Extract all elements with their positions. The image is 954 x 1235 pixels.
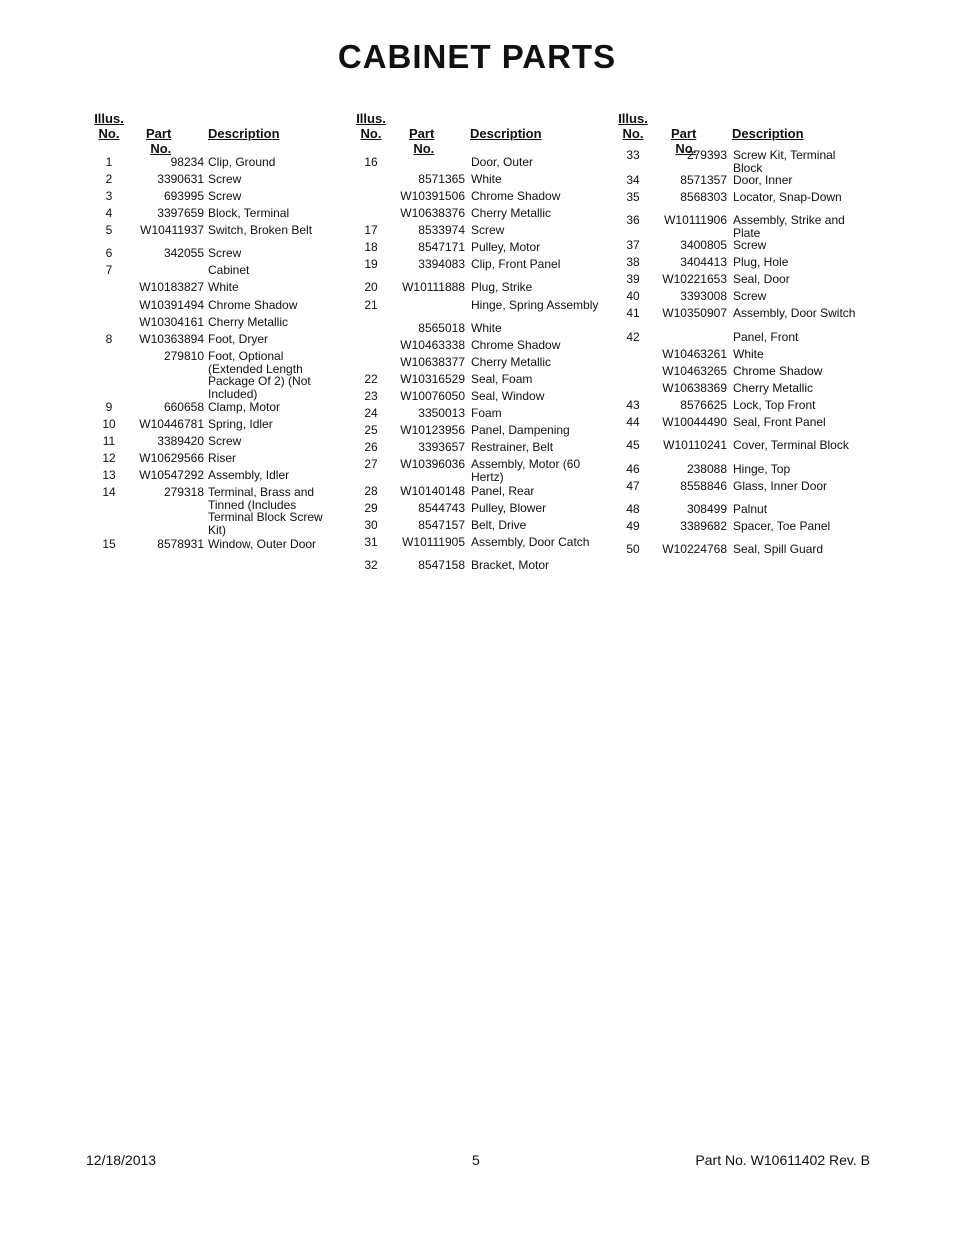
illus-number: 9 (105, 400, 113, 414)
part-description: Clip, Front Panel (471, 257, 561, 271)
part-description: Screw (208, 434, 242, 448)
part-description: Cherry Metallic (733, 381, 814, 395)
illus-number: 22 (364, 372, 378, 386)
part-description: Hinge, Top (733, 462, 791, 476)
part-description: Cabinet (208, 263, 250, 277)
footer-part-number: Part No. W10611402 Rev. B (695, 1152, 870, 1168)
part-number: 3393657 (418, 440, 465, 454)
part-description: White (733, 347, 764, 361)
part-no-header: Part No. (409, 126, 435, 156)
part-description: Pulley, Motor (471, 240, 541, 254)
illus-number: 44 (626, 415, 640, 429)
part-number: 98234 (170, 155, 204, 169)
part-description: Seal, Door (733, 272, 790, 286)
part-number: 8533974 (418, 223, 465, 237)
part-description: Seal, Front Panel (733, 415, 826, 429)
part-number: 660658 (163, 400, 204, 414)
illus-number: 30 (364, 518, 378, 532)
part-number: W10224768 (662, 542, 727, 556)
part-description: Foot, Dryer (208, 332, 269, 346)
part-number: W10638377 (400, 355, 465, 369)
illus-number: 48 (626, 502, 640, 516)
part-number: W10140148 (400, 484, 465, 498)
part-number: 8576625 (680, 398, 727, 412)
part-number: W10183827 (139, 280, 204, 294)
part-description: Foot, Optional (Extended Length Package Of 2) (Not Included) (208, 349, 311, 401)
part-description: Assembly, Door Switch (733, 306, 856, 320)
part-description: White (471, 321, 502, 335)
part-description: Terminal, Brass and Tinned (Includes Terminal Block Screw Kit) (208, 485, 323, 537)
part-number: W10396036 (400, 457, 465, 471)
part-number: W10111905 (402, 535, 465, 549)
part-description: Window, Outer Door (208, 537, 317, 551)
illus-number: 1 (105, 155, 113, 169)
part-number: 279810 (163, 349, 204, 363)
part-no-header: Part No. (671, 126, 697, 156)
part-description: Door, Outer (471, 155, 534, 169)
part-number: W10391506 (400, 189, 465, 203)
illus-number: 21 (364, 298, 378, 312)
footer-date: 12/18/2013 (86, 1152, 157, 1168)
illus-number: 12 (102, 451, 116, 465)
illus-number: 13 (102, 468, 116, 482)
illus-number: 27 (364, 457, 378, 471)
illus-number: 38 (626, 255, 640, 269)
illus-no-header: Illus. No. (618, 111, 648, 141)
part-number: W10304161 (139, 315, 204, 329)
part-number: W10123956 (400, 423, 465, 437)
part-description: Plug, Strike (471, 280, 533, 294)
illus-number: 47 (626, 479, 640, 493)
part-number: 8547157 (418, 518, 465, 532)
part-description: Cherry Metallic (471, 206, 552, 220)
part-number: 3393008 (680, 289, 727, 303)
part-description: Belt, Drive (471, 518, 527, 532)
illus-number: 37 (626, 238, 640, 252)
part-description: White (208, 280, 239, 294)
part-description: Assembly, Idler (208, 468, 290, 482)
illus-number: 23 (364, 389, 378, 403)
part-number: W10221653 (662, 272, 727, 286)
illus-number: 25 (364, 423, 378, 437)
illus-number: 8 (105, 332, 113, 346)
illus-number: 42 (626, 330, 640, 344)
part-number: 8558846 (680, 479, 727, 493)
part-description: Spring, Idler (208, 417, 273, 431)
illus-number: 43 (626, 398, 640, 412)
part-number: W10111888 (402, 280, 465, 294)
part-number: 8578931 (157, 537, 204, 551)
illus-number: 19 (364, 257, 378, 271)
part-number: W10638376 (400, 206, 465, 220)
part-description: Hinge, Spring Assembly (471, 298, 599, 312)
part-number: 342055 (163, 246, 204, 260)
part-description: Screw Kit, Terminal Block (733, 148, 836, 175)
illus-number: 10 (102, 417, 116, 431)
part-description: Locator, Snap-Down (733, 190, 842, 204)
part-number: 8565018 (418, 321, 465, 335)
part-description: Cover, Terminal Block (733, 438, 849, 452)
illus-number: 18 (364, 240, 378, 254)
part-number: W10316529 (400, 372, 465, 386)
part-number: 3400805 (680, 238, 727, 252)
description-header: Description (208, 126, 280, 141)
part-no-header: Part No. (146, 126, 172, 156)
part-number: 3404413 (680, 255, 727, 269)
part-number: W10044490 (662, 415, 727, 429)
part-number: 8571365 (418, 172, 465, 186)
part-number: W10391494 (139, 298, 204, 312)
illus-number: 39 (626, 272, 640, 286)
part-number: 3389420 (157, 434, 204, 448)
illus-number: 14 (102, 485, 116, 499)
part-number: W10463265 (662, 364, 727, 378)
part-description: Clip, Ground (208, 155, 276, 169)
part-description: Cherry Metallic (471, 355, 552, 369)
illus-number: 46 (626, 462, 640, 476)
part-description: Assembly, Door Catch (471, 535, 590, 549)
part-description: Assembly, Motor (60 Hertz) (471, 457, 581, 484)
part-description: Foam (471, 406, 502, 420)
illus-number: 16 (364, 155, 378, 169)
part-number: W10547292 (139, 468, 204, 482)
part-description: Screw (208, 172, 242, 186)
part-number: 8547158 (418, 558, 465, 572)
part-description: Panel, Dampening (471, 423, 570, 437)
illus-number: 41 (626, 306, 640, 320)
illus-number: 49 (626, 519, 640, 533)
illus-number: 7 (105, 263, 113, 277)
part-description: Palnut (733, 502, 768, 516)
illus-no-header: Illus. No. (94, 111, 124, 141)
part-number: W10638369 (662, 381, 727, 395)
part-description: Seal, Window (471, 389, 545, 403)
page-title: CABINET PARTS (337, 38, 617, 75)
illus-number: 36 (626, 213, 640, 227)
illus-number: 17 (364, 223, 378, 237)
part-number: W10629566 (139, 451, 204, 465)
part-number: W10363894 (139, 332, 204, 346)
part-number: 308499 (686, 502, 727, 516)
part-description: Spacer, Toe Panel (733, 519, 831, 533)
illus-number: 15 (102, 537, 116, 551)
part-description: Glass, Inner Door (733, 479, 828, 493)
part-description: Door, Inner (733, 173, 793, 187)
part-description: Lock, Top Front (733, 398, 816, 412)
part-description: Screw (733, 238, 767, 252)
part-description: Screw (471, 223, 505, 237)
part-description: White (471, 172, 502, 186)
illus-number: 32 (364, 558, 378, 572)
part-number: W10411937 (140, 223, 204, 237)
part-number: 8544743 (418, 501, 465, 515)
part-description: Restrainer, Belt (471, 440, 554, 454)
illus-number: 28 (364, 484, 378, 498)
part-description: Chrome Shadow (733, 364, 823, 378)
part-description: Chrome Shadow (208, 298, 298, 312)
part-description: Riser (208, 451, 237, 465)
part-number: W10463338 (400, 338, 465, 352)
part-description: Seal, Foam (471, 372, 533, 386)
part-description: Assembly, Strike and Plate (733, 213, 845, 240)
illus-no-header: Illus. No. (356, 111, 386, 141)
part-number: 3390631 (157, 172, 204, 186)
illus-number: 33 (626, 148, 640, 162)
part-number: 8547171 (418, 240, 465, 254)
description-header: Description (732, 126, 804, 141)
part-number: 3397659 (157, 206, 204, 220)
part-description: Pulley, Blower (471, 501, 547, 515)
part-number: 3394083 (418, 257, 465, 271)
part-description: Screw (733, 289, 767, 303)
illus-number: 2 (105, 172, 113, 186)
part-description: Clamp, Motor (208, 400, 281, 414)
part-number: W10463261 (662, 347, 727, 361)
part-description: Screw (208, 189, 242, 203)
illus-number: 40 (626, 289, 640, 303)
part-number: W10111906 (664, 213, 727, 227)
part-number: 279318 (163, 485, 204, 499)
part-number: 8568303 (680, 190, 727, 204)
part-description: Switch, Broken Belt (208, 223, 313, 237)
illus-number: 31 (364, 535, 378, 549)
part-description: Screw (208, 246, 242, 260)
part-description: Seal, Spill Guard (733, 542, 824, 556)
illus-number: 3 (105, 189, 113, 203)
illus-number: 35 (626, 190, 640, 204)
illus-number: 11 (102, 434, 116, 448)
part-description: Cherry Metallic (208, 315, 289, 329)
illus-number: 4 (105, 206, 113, 220)
illus-number: 6 (105, 246, 113, 260)
part-number: W10110241 (663, 438, 727, 452)
illus-number: 50 (626, 542, 640, 556)
part-number: 3389682 (680, 519, 727, 533)
part-number: 279393 (686, 148, 727, 162)
footer-page-number: 5 (472, 1152, 480, 1168)
illus-number: 20 (364, 280, 378, 294)
illus-number: 26 (364, 440, 378, 454)
illus-number: 5 (105, 223, 113, 237)
illus-number: 34 (626, 173, 640, 187)
part-description: Panel, Front (733, 330, 799, 344)
part-description: Bracket, Motor (471, 558, 550, 572)
part-description: Chrome Shadow (471, 189, 561, 203)
part-description: Panel, Rear (471, 484, 535, 498)
part-number: 693995 (163, 189, 204, 203)
illus-number: 29 (364, 501, 378, 515)
part-number: 3350013 (418, 406, 465, 420)
illus-number: 24 (364, 406, 378, 420)
illus-number: 45 (626, 438, 640, 452)
part-number: 238088 (686, 462, 727, 476)
part-number: W10350907 (662, 306, 727, 320)
part-number: W10076050 (400, 389, 465, 403)
part-description: Block, Terminal (208, 206, 290, 220)
description-header: Description (470, 126, 542, 141)
part-number: 8571357 (680, 173, 727, 187)
part-description: Chrome Shadow (471, 338, 561, 352)
part-number: W10446781 (139, 417, 204, 431)
part-description: Plug, Hole (733, 255, 789, 269)
